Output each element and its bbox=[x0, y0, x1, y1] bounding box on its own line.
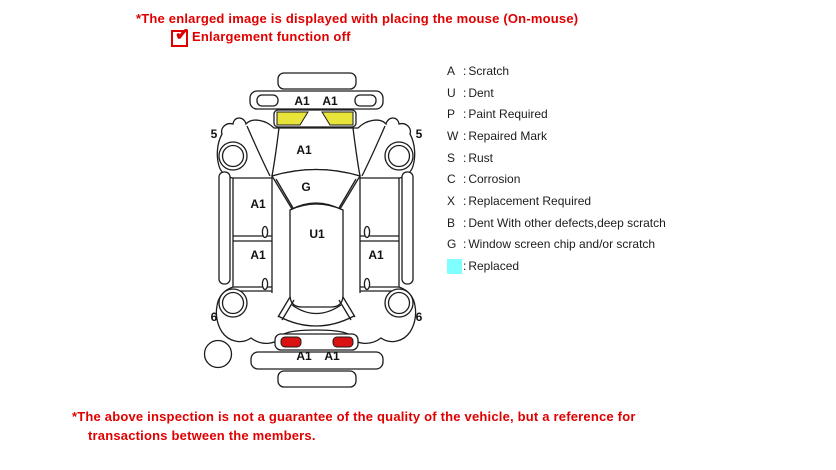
legend-label: Scratch bbox=[468, 63, 510, 78]
checkmark-icon: ✔ bbox=[175, 25, 190, 44]
legend-row-dent-other-defects: B : Dent With other defects,deep scratch bbox=[447, 215, 666, 230]
car-damage-diagram bbox=[195, 60, 440, 400]
left-side-skirt bbox=[219, 172, 230, 284]
wheel-label-front-left: 5 bbox=[210, 127, 218, 141]
legend-label: Paint Required bbox=[468, 107, 548, 122]
legend-row-dent: U : Dent bbox=[447, 85, 494, 100]
legend-row-replacement-required: X : Replacement Required bbox=[447, 193, 592, 208]
rear-left-tire bbox=[219, 289, 247, 317]
legend-key: X bbox=[447, 193, 456, 208]
legend-row-corrosion: C : Corrosion bbox=[447, 172, 521, 187]
right-headlight bbox=[355, 95, 376, 106]
enlargement-label: Enlargement function off bbox=[192, 29, 351, 44]
legend-key: A bbox=[447, 63, 456, 78]
right-side-skirt bbox=[402, 172, 413, 284]
tail-light-left bbox=[281, 337, 301, 347]
damage-code-legend bbox=[447, 60, 666, 277]
damage-label-right-rear-door: A1 bbox=[368, 248, 384, 262]
disclaimer-line1: *The above inspection is not a guarantee of the quality of the vehicle, but a reference for bbox=[72, 409, 636, 424]
replaced-color-swatch bbox=[447, 259, 462, 274]
legend-label: Window screen chip and/or scratch bbox=[468, 237, 656, 252]
roof-panel bbox=[290, 204, 343, 307]
legend-row-window-chip: G : Window screen chip and/or scratch bbox=[447, 237, 656, 252]
legend-row-scratch: A : Scratch bbox=[447, 63, 510, 78]
rear-lower-panel bbox=[278, 371, 356, 387]
legend-key: S bbox=[447, 150, 456, 165]
front-grille bbox=[278, 73, 356, 89]
damage-label-rear-right: A1 bbox=[324, 349, 340, 363]
disclaimer-line2: transactions between the members. bbox=[88, 428, 316, 443]
legend-label: Replacement Required bbox=[468, 193, 592, 208]
legend-label: Dent bbox=[468, 85, 494, 100]
legend-key: W bbox=[447, 128, 459, 143]
left-rear-door-handle bbox=[262, 279, 267, 290]
tail-light-right bbox=[333, 337, 353, 347]
damage-label-front-bumper-right: A1 bbox=[322, 94, 338, 108]
spare-tire bbox=[205, 341, 232, 368]
legend-label: Replaced bbox=[468, 259, 520, 274]
legend-key: C bbox=[447, 172, 456, 187]
onmouse-note: *The enlarged image is displayed with placing the mouse (On-mouse) bbox=[136, 11, 579, 26]
legend-row-replaced: : Replaced bbox=[447, 255, 666, 277]
damage-label-rear-left: A1 bbox=[296, 349, 312, 363]
right-rear-door-handle bbox=[364, 279, 369, 290]
disclaimer-note bbox=[72, 407, 636, 445]
damage-label-left-front-door: A1 bbox=[250, 197, 266, 211]
wheel-label-rear-right: 6 bbox=[415, 310, 423, 324]
legend-label: Repaired Mark bbox=[468, 128, 548, 143]
legend-key: B bbox=[447, 215, 456, 230]
legend-label: Rust bbox=[468, 150, 494, 165]
legend-label: Dent With other defects,deep scratch bbox=[468, 215, 666, 230]
damage-label-roof-center: U1 bbox=[309, 227, 325, 241]
wheel-label-rear-left: 6 bbox=[210, 310, 218, 324]
rear-bumper bbox=[251, 352, 383, 369]
left-front-door-handle bbox=[262, 227, 267, 238]
left-headlight bbox=[257, 95, 278, 106]
right-front-door-handle bbox=[364, 227, 369, 238]
legend-key: U bbox=[447, 85, 456, 100]
rear-right-tire bbox=[385, 289, 413, 317]
legend-row-paint-required: P : Paint Required bbox=[447, 107, 548, 122]
damage-label-roof-front: G bbox=[301, 180, 311, 194]
damage-label-windshield: A1 bbox=[296, 143, 312, 157]
damage-label-left-rear-door: A1 bbox=[250, 248, 266, 262]
wheel-label-front-right: 5 bbox=[415, 127, 423, 141]
legend-key: G bbox=[447, 237, 457, 252]
front-left-tire bbox=[219, 142, 247, 170]
legend-row-repaired-mark: W : Repaired Mark bbox=[447, 128, 548, 143]
enlargement-checkbox[interactable] bbox=[171, 25, 190, 47]
legend-key: P bbox=[447, 107, 456, 122]
legend-label: Corrosion bbox=[468, 172, 521, 187]
damage-label-front-bumper-left: A1 bbox=[294, 94, 310, 108]
legend-row-rust: S : Rust bbox=[447, 150, 494, 165]
front-right-tire bbox=[385, 142, 413, 170]
windshield bbox=[272, 128, 360, 176]
